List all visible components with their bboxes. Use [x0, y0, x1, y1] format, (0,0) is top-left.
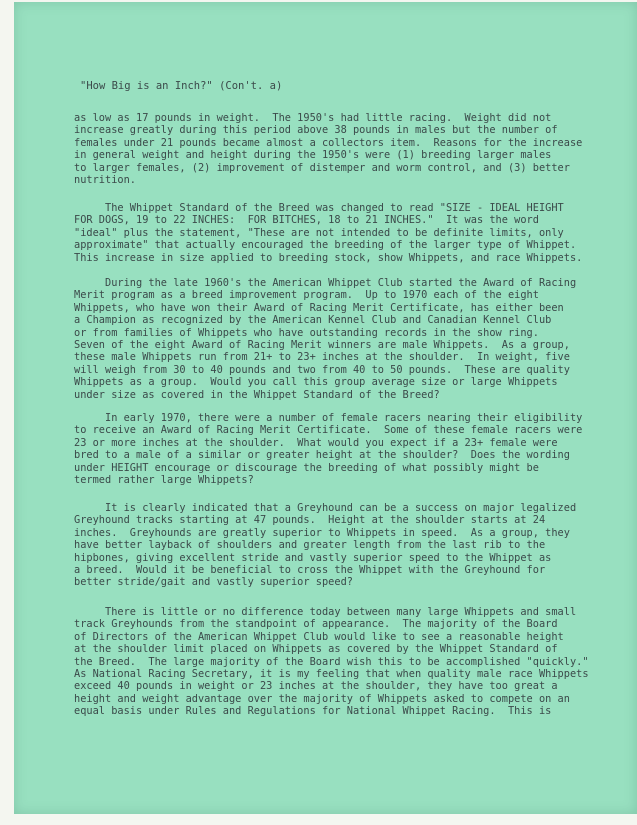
- text-line: have better layback of shoulders and greater length from the last rib to the: [74, 539, 546, 552]
- text-line: "ideal" plus the statement, "These are not intended to be definite limits, only: [74, 226, 564, 239]
- page-header: "How Big is an Inch?" (Con't. a): [80, 80, 283, 92]
- text-line: better stride/gait and vastly superior speed?: [74, 576, 353, 589]
- text-line: Greyhound tracks starting at 47 pounds. Height at the shoulder starts at 24: [74, 514, 546, 527]
- text-line: Merit program as a breed improvement program. Up to 1970 each of the eight: [74, 289, 539, 302]
- text-line: increase greatly during this period above 38 pounds in males but the number of: [74, 124, 558, 137]
- text-line: inches. Greyhounds are greatly superior to Whippets in speed. As a group, they: [74, 526, 570, 539]
- text-line: bred to a male of a similar or greater height at the shoulder? Does the wording: [74, 449, 570, 462]
- text-line: Whippets as a group. Would you call this group average size or large Whippets: [74, 376, 558, 389]
- text-line: Seven of the eight Award of Racing Merit winners are male Whippets. As a group,: [74, 339, 570, 352]
- text-line: under HEIGHT encourage or discourage the breeding of what possibly might be: [74, 461, 539, 474]
- text-line: termed rather large Whippets?: [74, 474, 254, 487]
- text-line: a Champion as recognized by the American Kennel Club and Canadian Kennel Club: [74, 314, 552, 327]
- paragraph-2: [74, 202, 614, 264]
- text-line: these male Whippets run from 21+ to 23+ inches at the shoulder. In weight, five: [74, 351, 570, 364]
- paper-sheet: [14, 2, 637, 814]
- text-line: The Whippet Standard of the Breed was changed to read "SIZE - IDEAL HEIGHT: [74, 202, 564, 214]
- text-line: As National Racing Secretary, it is my feeling that when quality male race Whippets: [74, 668, 589, 681]
- text-line: will weigh from 30 to 40 pounds and two from 40 to 50 pounds. These are quality: [74, 363, 570, 376]
- text-line: equal basis under Rules and Regulations for National Whippet Racing. This is: [74, 705, 552, 718]
- paragraph-6: [74, 606, 614, 718]
- text-line: females under 21 pounds became almost a collectors item. Reasons for the increase: [74, 136, 583, 149]
- text-line: 23 or more inches at the shoulder. What would you expect if a 23+ female were: [74, 436, 558, 449]
- text-line: During the late 1960's the American Whippet Club started the Award of Racing: [74, 277, 577, 289]
- text-line: approximate" that actually encouraged the breeding of the larger type of Whippet.: [74, 239, 577, 252]
- text-line: as low as 17 pounds in weight. The 1950's had little racing. Weight did not: [74, 112, 552, 124]
- text-line: of Directors of the American Whippet Club would like to see a reasonable height: [74, 630, 564, 643]
- text-line: at the shoulder limit placed on Whippets as covered by the Whippet Standard of: [74, 643, 558, 656]
- text-line: to larger females, (2) improvement of distemper and worm control, and (3) better: [74, 161, 570, 174]
- text-line: the Breed. The large majority of the Board wish this to be accomplished "quickly.": [74, 655, 589, 668]
- text-line: to receive an Award of Racing Merit Certificate. Some of these female racers were: [74, 424, 583, 437]
- text-line: In early 1970, there were a number of female racers nearing their eligibility: [74, 412, 583, 424]
- paragraph-3: [74, 277, 614, 401]
- text-line: Whippets, who have won their Award of Racing Merit Certificate, has either been: [74, 301, 564, 314]
- paragraph-1: [74, 112, 614, 186]
- text-line: under size as covered in the Whippet Standard of the Breed?: [74, 388, 440, 401]
- text-line: It is clearly indicated that a Greyhound can be a success on major legalized: [74, 502, 577, 514]
- text-line: in general weight and height during the 1950's were (1) breeding larger males: [74, 149, 552, 162]
- text-line: hipbones, giving excellent stride and vastly superior speed to the Whippet as: [74, 551, 552, 564]
- paragraph-5: [74, 502, 614, 589]
- text-line: exceed 40 pounds in weight or 23 inches at the shoulder, they have too great a: [74, 680, 558, 693]
- text-line: track Greyhounds from the standpoint of appearance. The majority of the Board: [74, 618, 558, 631]
- text-line: or from families of Whippets who have outstanding records in the show ring.: [74, 326, 539, 339]
- text-line: This increase in size applied to breeding stock, show Whippets, and race Whippets.: [74, 251, 583, 264]
- text-line: height and weight advantage over the majority of Whippets asked to compete on an: [74, 692, 570, 705]
- text-line: FOR DOGS, 19 to 22 INCHES: FOR BITCHES, 18 to 21 INCHES." It was the word: [74, 214, 539, 227]
- paragraph-4: [74, 412, 614, 486]
- text-line: There is little or no difference today between many large Whippets and small: [74, 606, 577, 618]
- text-line: nutrition.: [74, 174, 136, 187]
- text-line: a breed. Would it be beneficial to cross the Whippet with the Greyhound for: [74, 564, 546, 577]
